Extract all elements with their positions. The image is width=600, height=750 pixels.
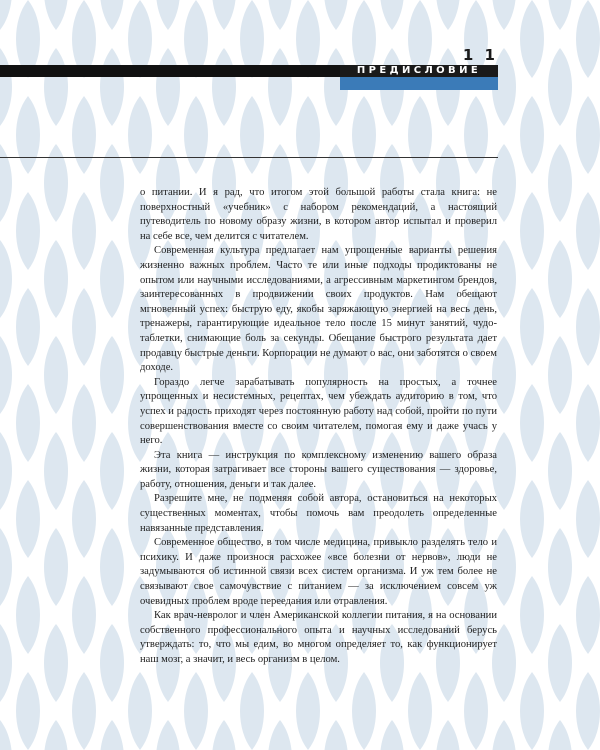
paragraph-2: Современная культура предлагает нам упрощенные варианты решения жизненно важных проблем. Часто те или иные подходы продиктованы не опытом или научными исследованиями, а агрессивным маркетингом брендов, заинтересованных в продвижении своих продуктов. Нам обещают мгновенный успех: быструю еду, якобы заряжающую энергией на весь день, тренажеры, гарантирующие идеальное тело после 15 минут занятий, чудо-таблетки, снимающие боль за секунды. Обещание быстрого результата дает продавцу быстрые деньги. Корпорации не думают о вас, они заботятся о своем доходе. (140, 245, 497, 374)
paragraph-5: Разрешите мне, не подменяя собой автора, остановиться на некоторых существенных моментах, чтобы помочь вам преодолеть определенные навязанные представления. (140, 493, 497, 534)
horizontal-rule (0, 157, 498, 158)
chapter-title: ПРЕДИСЛОВИЕ (340, 65, 498, 77)
body-text (140, 186, 497, 668)
paragraph-3: Гораздо легче зарабатывать популярность на простых, а точнее упрощенных и несистемных, рецептах, чем убеждать аудиторию в том, что успех и радость приходят через постоянную работу над собой, пройти по пути совершенствования вместе со своим читателем, помогая ему и даже учась у него. (140, 376, 497, 447)
paragraph-1: о питании. И я рад, что итогом этой большой работы стала книга: не поверхностный «учебник» с набором рекомендаций, а настоящий путеводитель по новому образу жизни, в котором автор испытал и проверил на себе все, чем делится с читателем. (140, 187, 497, 242)
header-black-bar (0, 65, 340, 77)
page-number: 1 1 (462, 46, 498, 64)
paragraph-7: Как врач-невролог и член Американской коллегии питания, я на основании собственного профессионального опыта и научных исследований берусь утверждать: то, что мы едим, во многом определяет то, как функционирует наш мозг, а значит, и весь организм в целом. (140, 610, 497, 665)
header-blue-bar (340, 77, 498, 90)
paragraph-6: Современное общество, в том числе медицина, привыкло разделять тело и психику. И даже произнося расхожее «все болезни от нервов», люди не задумываются об истинной связи всех систем организма. И уж тем более не связывают свое самочувствие с питанием — за исключением совсем уж очевидных проблем вроде переедания или отравления. (140, 537, 497, 607)
paragraph-4: Эта книга — инструкция по комплексному изменению вашего образа жизни, которая затрагивает все стороны вашего существования — здоровье, работу, отношения, деньги и так далее. (140, 449, 497, 490)
